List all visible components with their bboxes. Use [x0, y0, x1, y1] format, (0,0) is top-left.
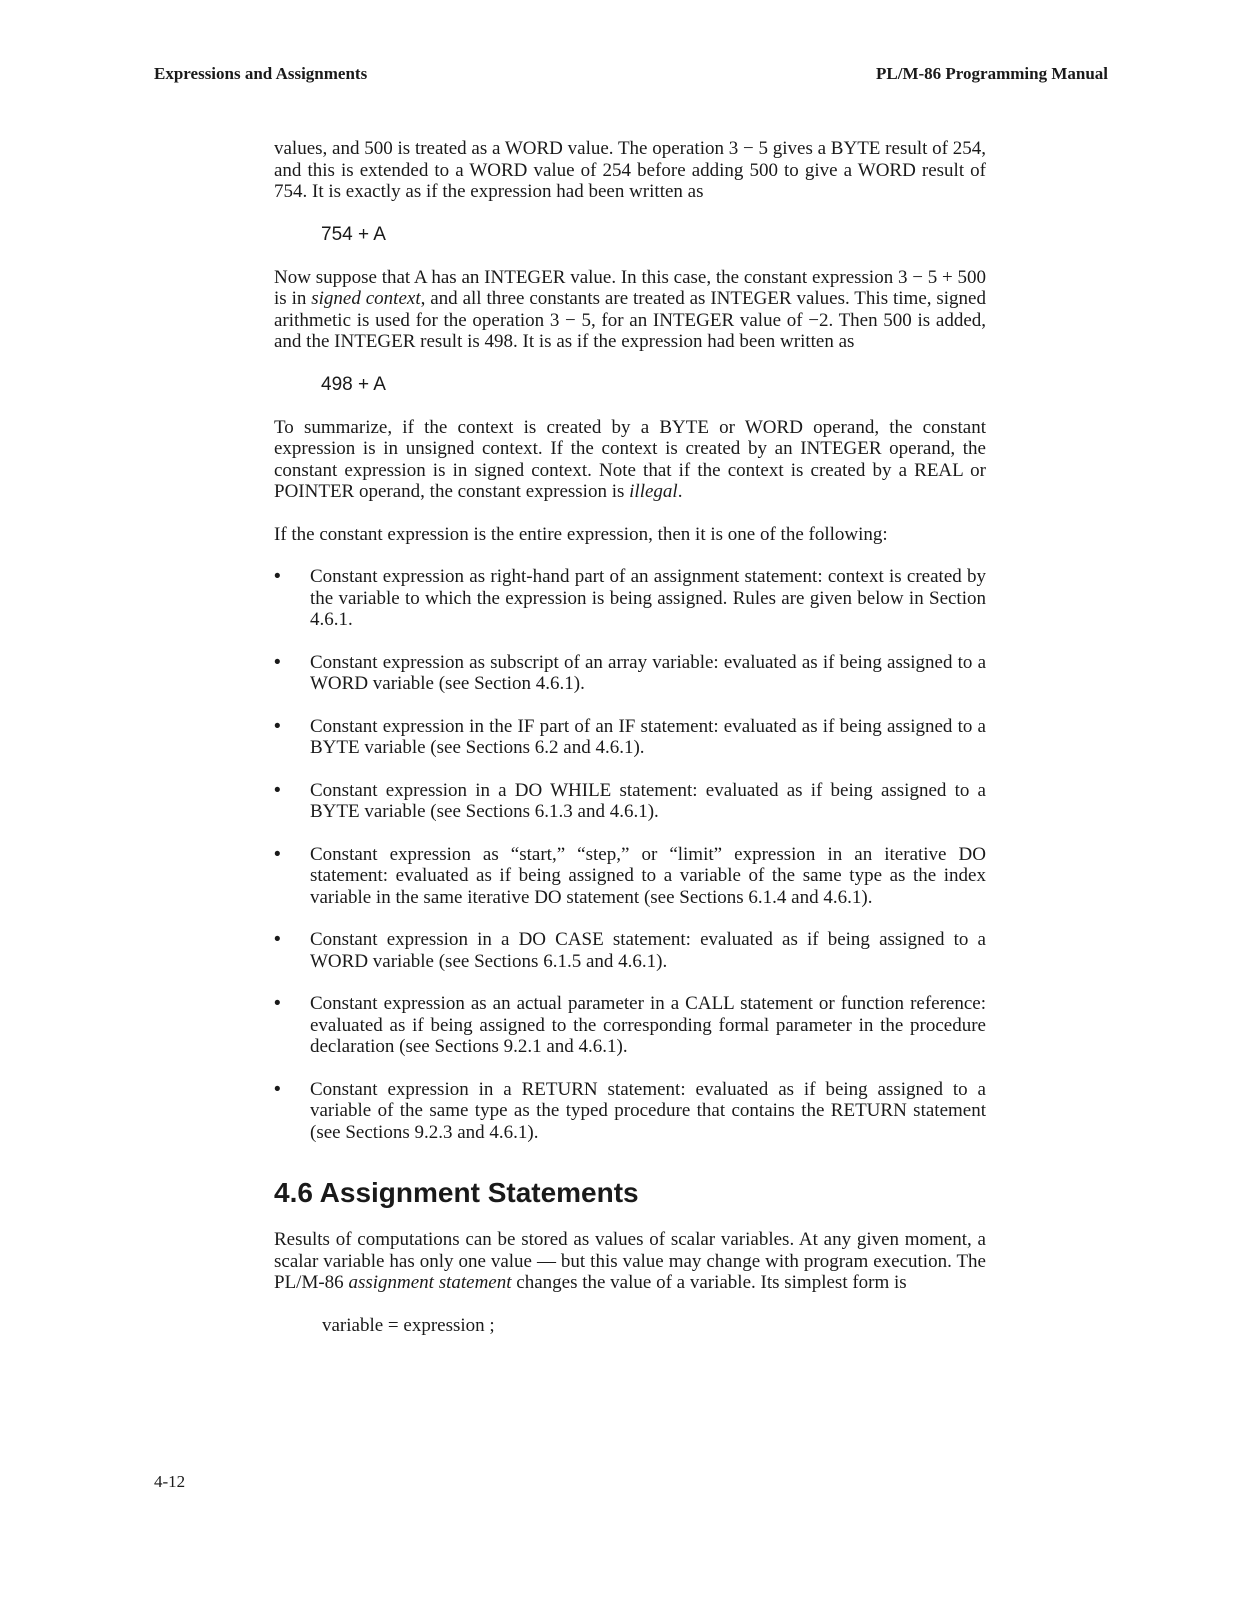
code-example-2: 498 + A: [321, 373, 386, 395]
bullet-icon: •: [274, 929, 281, 950]
paragraph-3-text-a: To summarize, if the context is created by a BYTE or WORD operand, the constant expression is in unsigned context. If the context is created by an INTEGER operand, the constant expression is in signed context. Note that if the context is created by a REAL or POINTER operand, the constant expression is: [274, 416, 986, 502]
header-chapter-title: Expressions and Assignments: [154, 64, 368, 83]
bullet-icon: •: [274, 1078, 281, 1100]
list-item: [274, 566, 986, 631]
list-item: [274, 652, 986, 695]
paragraph-5-text-a: Results of computations can be stored as values of scalar variables. At any given moment, a scalar variable has only one value — but this value may change with program execution. The PL/M-86: [274, 1229, 986, 1293]
bullet-icon: •: [274, 843, 281, 865]
code-example-1: 754 + A: [321, 223, 386, 245]
paragraph-3: [274, 417, 986, 503]
list-item: [274, 844, 986, 909]
bullet-icon: •: [274, 651, 281, 673]
list-item-text: Constant expression as “start,” “step,” or “limit” expression in an iterative DO statement: evaluated as if being assigned to a variable of the same type as the index variable in the same iterative DO statement (see Sections 6.1.4 and 4.6.1).: [310, 843, 986, 908]
running-header: [154, 64, 1108, 84]
paragraph-2-text-a: Now suppose that A has an INTEGER value. In this case, the constant expression 3 − 5 + 500 is in: [274, 266, 986, 309]
list-item: [274, 1079, 986, 1144]
paragraph-5-emphasis: assignment statement: [348, 1272, 512, 1293]
bullet-icon: •: [274, 993, 281, 1014]
bullet-icon: •: [274, 566, 281, 587]
list-item-text: Constant expression in a DO WHILE statement: evaluated as if being assigned to a BYTE variable (see Sections 6.1.3 and 4.6.1).: [310, 779, 986, 822]
page-number: 4-12: [154, 1472, 186, 1491]
header-manual-title: PL/M-86 Programming Manual: [876, 64, 1108, 83]
list-item: [274, 716, 986, 759]
paragraph-3-text-b: .: [677, 481, 683, 502]
list-item: [274, 780, 986, 823]
paragraph-5: [274, 1229, 986, 1294]
paragraph-2-emphasis: signed context: [311, 288, 421, 309]
paragraph-2-text-b: , and all three constants are treated as INTEGER values. This time, signed arithmetic is used for the operation 3 − 5, for an INTEGER value of −2. Then 500 is added, and the INTEGER result is 498. It is as if the expression had been written as: [274, 288, 986, 352]
list-item-text: Constant expression as subscript of an array variable: evaluated as if being assigned to a WORD variable (see Section 4.6.1).: [310, 651, 986, 694]
paragraph-2: [274, 267, 986, 353]
bullet-icon: •: [274, 779, 281, 801]
code-example-3: variable = expression ;: [322, 1314, 495, 1336]
page-body: [274, 138, 986, 1337]
list-item-text: Constant expression in a DO CASE statement: evaluated as if being assigned to a WORD variable (see Sections 6.1.5 and 4.6.1).: [310, 929, 986, 972]
list-item-text: Constant expression as right-hand part of an assignment statement: context is created by the variable to which the expression is being assigned. Rules are given below in Section 4.6.1.: [310, 566, 986, 630]
list-item: [274, 993, 986, 1058]
bullet-list: [274, 566, 986, 1143]
list-item-text: Constant expression as an actual parameter in a CALL statement or function reference: evaluated as if being assigned to the corresponding formal parameter in the procedure declaration (see Sections 9.2.1 and 4.6.1).: [310, 993, 986, 1057]
bullet-icon: •: [274, 715, 281, 737]
section-heading: 4.6 Assignment Statements: [274, 1177, 639, 1208]
paragraph-4: If the constant expression is the entire expression, then it is one of the following:: [274, 523, 888, 545]
list-item: [274, 929, 986, 972]
list-item-text: Constant expression in the IF part of an IF statement: evaluated as if being assigned to a BYTE variable (see Sections 6.2 and 4.6.1).: [310, 715, 986, 758]
paragraph-1: values, and 500 is treated as a WORD value. The operation 3 − 5 gives a BYTE result of 254, and this is extended to a WORD value of 254 before adding 500 to give a WORD result of 754. It is exactly as if the expression had been written as: [274, 138, 986, 202]
paragraph-5-text-b: changes the value of a variable. Its simplest form is: [511, 1272, 907, 1293]
list-item-text: Constant expression in a RETURN statement: evaluated as if being assigned to a variable of the same type as the typed procedure that contains the RETURN statement (see Sections 9.2.3 and 4.6.1).: [310, 1078, 986, 1143]
paragraph-3-emphasis: illegal: [629, 481, 678, 502]
